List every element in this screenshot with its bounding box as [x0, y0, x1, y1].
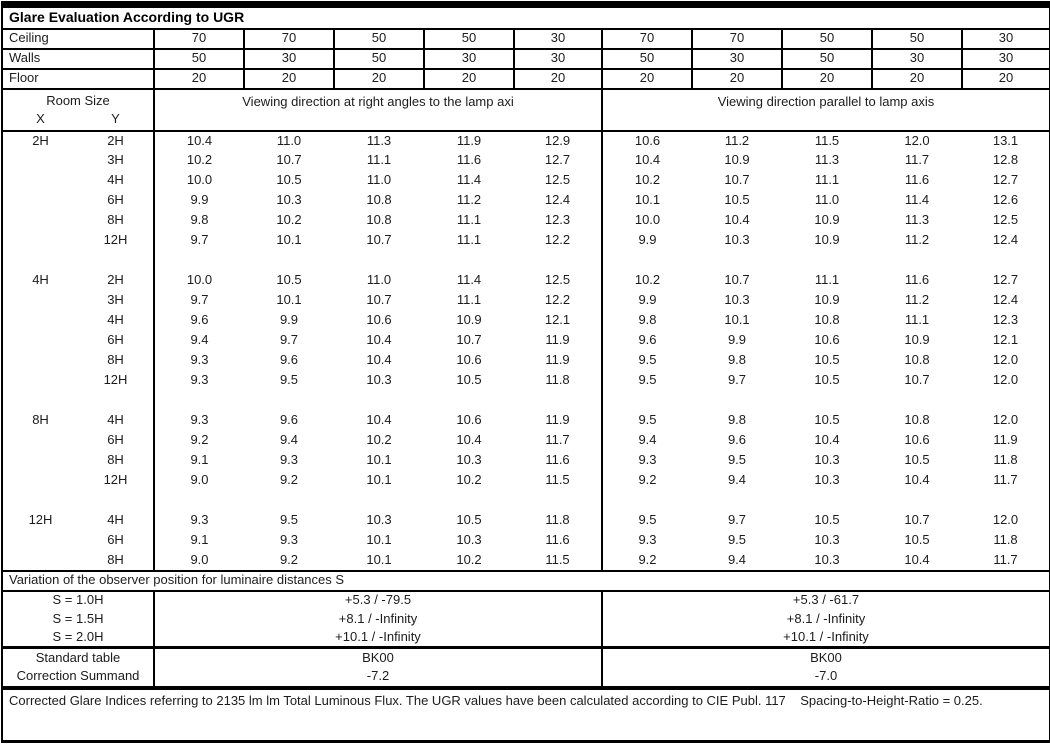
- ugr-value: 11.1: [366, 152, 392, 168]
- ugr-value: 11.4: [456, 172, 482, 188]
- ugr-value: 9.9: [190, 192, 209, 208]
- ugr-value: 10.5: [814, 412, 840, 428]
- ugr-value: 10.3: [456, 532, 482, 548]
- summary-label: Standard table: [2, 648, 154, 668]
- ugr-value: 10.6: [904, 432, 930, 448]
- ugr-value: 10.4: [366, 352, 392, 368]
- room-y-value: 8H: [78, 351, 154, 371]
- reflectance-value: 30: [514, 49, 602, 69]
- ugr-value: 12.8: [992, 152, 1019, 168]
- room-y-value: 6H: [78, 191, 154, 211]
- ugr-value: 11.6: [904, 272, 930, 288]
- ugr-value: 9.9: [279, 312, 299, 328]
- room-y-value: 4H: [78, 411, 154, 431]
- ugr-value: 10.1: [366, 472, 392, 488]
- ugr-value: 10.2: [456, 472, 482, 488]
- ugr-value: 9.0: [190, 551, 209, 567]
- ugr-value: 9.4: [727, 551, 747, 567]
- ugr-value: 10.8: [904, 412, 930, 428]
- room-y-value: 3H: [78, 151, 154, 171]
- ugr-value: 10.4: [724, 212, 750, 228]
- ugr-value: 12.9: [514, 131, 602, 151]
- ugr-value: 11.1: [814, 172, 840, 188]
- room-y-value: 4H: [78, 311, 154, 331]
- ugr-value: 10.2: [634, 172, 661, 188]
- ugr-table: [1, 1, 1050, 743]
- ugr-value: 12.1: [514, 311, 602, 331]
- ugr-value: 11.6: [514, 451, 602, 471]
- ugr-value: 12.7: [992, 172, 1019, 188]
- ugr-value: 11.0: [276, 132, 302, 148]
- ugr-value: 10.5: [456, 512, 482, 528]
- footer-note: Corrected Glare Indices referring to 2135 lm lm Total Luminous Flux. The UGR values have been calculated according to CIE Publ. 117 Spacing-to-Height-Ratio = 0.25.: [2, 688, 1050, 742]
- summary-right-value: -7.0: [814, 668, 838, 684]
- ugr-value: 9.8: [727, 412, 747, 428]
- room-y-value: 12H: [78, 371, 154, 391]
- spacer-cell: [154, 391, 602, 411]
- ugr-value: 9.4: [279, 432, 299, 448]
- reflectance-value: 20: [602, 69, 692, 89]
- ugr-value: 9.8: [638, 312, 657, 328]
- spacer-cell: [154, 251, 602, 271]
- ugr-value: 10.7: [904, 512, 930, 528]
- ugr-value: 11.9: [993, 432, 1018, 448]
- room-size-header: [2, 89, 154, 131]
- room-x-value: [2, 291, 78, 311]
- ugr-value: 9.8: [190, 212, 209, 228]
- ugr-value: 12.3: [992, 312, 1019, 328]
- reflectance-value: 20: [962, 69, 1050, 89]
- reflectance-value: 20: [334, 69, 424, 89]
- room-x-value: [2, 231, 78, 251]
- reflectance-value: 20: [872, 69, 962, 89]
- ugr-value: 10.3: [366, 512, 392, 528]
- ugr-value: 11.5: [514, 551, 602, 571]
- ugr-value: 10.5: [456, 372, 482, 388]
- ugr-value: 9.7: [190, 292, 209, 308]
- ugr-value: 10.4: [186, 132, 213, 148]
- reflectance-value: 20: [424, 69, 514, 89]
- ugr-value: 11.1: [456, 232, 482, 248]
- ugr-value: 9.5: [638, 512, 657, 528]
- ugr-value: 9.3: [638, 532, 657, 548]
- ugr-value: 10.5: [814, 512, 840, 528]
- ugr-value: 11.0: [814, 192, 840, 208]
- ugr-value: 10.3: [456, 452, 482, 468]
- ugr-value: 9.3: [279, 532, 299, 548]
- room-y-value: 8H: [78, 451, 154, 471]
- reflectance-value: 50: [424, 29, 514, 49]
- ugr-value: 9.2: [279, 472, 299, 488]
- ugr-value: 10.5: [276, 272, 302, 288]
- ugr-value: 10.5: [814, 372, 840, 388]
- ugr-value: 12.0: [904, 132, 930, 148]
- ugr-value: 11.3: [904, 212, 930, 228]
- ugr-value: 12.2: [514, 291, 602, 311]
- ugr-value: 11.4: [904, 192, 930, 208]
- ugr-value: 11.8: [993, 452, 1018, 468]
- variation-right-value: +8.1 / -Infinity: [786, 610, 866, 626]
- ugr-value: 9.7: [279, 332, 299, 348]
- room-x-value: [2, 211, 78, 231]
- room-y-value: 6H: [78, 531, 154, 551]
- ugr-value: 9.2: [638, 551, 657, 567]
- variation-heading: Variation of the observer position for luminaire distances S: [2, 571, 1050, 591]
- reflectance-value: 20: [692, 69, 782, 89]
- reflectance-value: 50: [782, 49, 872, 69]
- ugr-value: 10.3: [276, 192, 302, 208]
- ugr-value: 10.5: [276, 172, 302, 188]
- reflectance-value: 50: [154, 49, 244, 69]
- reflectance-value: 50: [872, 29, 962, 49]
- ugr-value: 10.9: [814, 212, 840, 228]
- ugr-value: 11.1: [904, 312, 930, 328]
- ugr-value: 9.5: [727, 452, 747, 468]
- room-y-value: 2H: [78, 271, 154, 291]
- ugr-value: 10.7: [456, 332, 482, 348]
- variation-left-value: +5.3 / -79.5: [154, 591, 602, 610]
- ugr-value: 10.2: [366, 432, 392, 448]
- ugr-value: 10.0: [186, 172, 213, 188]
- ugr-value: 11.9: [514, 331, 602, 351]
- ugr-value: 10.2: [634, 272, 661, 288]
- room-y-value: 4H: [78, 511, 154, 531]
- ugr-value: 10.5: [814, 352, 840, 368]
- ugr-value: 11.1: [814, 272, 840, 288]
- ugr-value: 9.3: [190, 372, 209, 388]
- ugr-value: 12.0: [992, 352, 1019, 368]
- ugr-value: 10.9: [456, 312, 482, 328]
- ugr-value: 9.2: [190, 432, 209, 448]
- room-x-value: 4H: [32, 272, 49, 288]
- ugr-value: 9.7: [727, 372, 747, 388]
- ugr-value: 12.5: [514, 171, 602, 191]
- spacer-cell: [2, 491, 154, 511]
- ugr-value: 9.4: [638, 432, 657, 448]
- reflectance-value: 20: [154, 69, 244, 89]
- ugr-value: 11.5: [514, 471, 602, 491]
- sheet-title: Glare Evaluation According to UGR: [2, 5, 1050, 29]
- summary-label: Correction Summand: [2, 668, 154, 688]
- reflectance-value: 50: [334, 29, 424, 49]
- room-y-value: 6H: [78, 431, 154, 451]
- ugr-value: 10.4: [904, 551, 930, 567]
- room-x-value: 2H: [32, 132, 49, 148]
- reflectance-value: 70: [602, 29, 692, 49]
- ugr-value: 10.3: [814, 532, 840, 548]
- ugr-value: 11.9: [514, 411, 602, 431]
- ugr-value: 11.7: [993, 472, 1018, 488]
- ugr-value: 9.4: [190, 332, 209, 348]
- ugr-value: 11.1: [456, 292, 482, 308]
- ugr-value: 10.4: [366, 412, 392, 428]
- ugr-value: 10.1: [276, 232, 302, 248]
- reflectance-value: 50: [602, 49, 692, 69]
- ugr-value: 9.6: [279, 352, 299, 368]
- reflectance-value: 30: [962, 49, 1050, 69]
- ugr-value: 9.1: [190, 532, 209, 548]
- ugr-value: 10.1: [634, 192, 661, 208]
- ugr-value: 11.8: [514, 371, 602, 391]
- ugr-value: 10.3: [724, 292, 750, 308]
- ugr-value: 13.1: [992, 132, 1019, 148]
- ugr-value: 9.6: [190, 312, 209, 328]
- ugr-value: 9.5: [638, 412, 657, 428]
- reflectance-value: 50: [782, 29, 872, 49]
- summary-left-value: -7.2: [154, 668, 602, 688]
- reflectance-value: 20: [514, 69, 602, 89]
- room-y-value: 6H: [78, 331, 154, 351]
- ugr-value: 11.0: [366, 272, 392, 288]
- ugr-value: 10.7: [366, 232, 392, 248]
- room-x-value: 12H: [28, 512, 53, 528]
- summary-left-value: BK00: [154, 648, 602, 668]
- ugr-value: 9.9: [638, 292, 657, 308]
- room-x-value: [2, 471, 78, 491]
- viewing-direction-left-heading: Viewing direction at right angles to the lamp axi: [154, 89, 602, 131]
- ugr-value: 9.3: [190, 352, 209, 368]
- room-x-value: [2, 531, 78, 551]
- spacer-cell: [602, 491, 1050, 511]
- viewing-direction-right-heading: Viewing direction parallel to lamp axis: [602, 89, 1050, 131]
- ugr-value: 10.0: [186, 272, 213, 288]
- ugr-value: 12.5: [992, 212, 1019, 228]
- ugr-value: 11.6: [904, 172, 930, 188]
- ugr-value: 10.9: [724, 152, 750, 168]
- summary-right-value: BK00: [602, 648, 1050, 668]
- ugr-value: 11.2: [724, 132, 750, 148]
- ugr-value: 12.1: [992, 332, 1019, 348]
- ugr-value: 10.1: [366, 532, 392, 548]
- ugr-value: 11.4: [456, 272, 482, 288]
- ugr-value: 9.6: [638, 332, 657, 348]
- ugr-value: 12.6: [992, 192, 1019, 208]
- reflectance-value: 70: [154, 29, 244, 49]
- ugr-value: 10.6: [814, 332, 840, 348]
- ugr-value: 10.7: [724, 172, 750, 188]
- ugr-value: 11.2: [904, 232, 930, 248]
- spacer-cell: [154, 491, 602, 511]
- spacer-cell: [2, 391, 154, 411]
- s-distance-label: S = 2.0H: [2, 629, 154, 648]
- ugr-value: 9.7: [190, 232, 209, 248]
- ugr-value: 9.9: [727, 332, 747, 348]
- room-y-value: 4H: [78, 171, 154, 191]
- ugr-value: 10.3: [724, 232, 750, 248]
- ugr-value: 10.5: [904, 532, 930, 548]
- ugr-value: 10.1: [366, 551, 392, 567]
- ugr-value: 12.0: [992, 512, 1019, 528]
- room-x-value: [2, 351, 78, 371]
- ugr-value: 12.3: [514, 211, 602, 231]
- ugr-value: 10.6: [456, 352, 482, 368]
- reflectance-value: 30: [514, 29, 602, 49]
- ugr-value: 9.1: [190, 452, 209, 468]
- ugr-value: 11.6: [456, 152, 482, 168]
- ugr-value: 10.2: [276, 212, 302, 228]
- room-y-value: 8H: [78, 551, 154, 571]
- ugr-value: 10.8: [904, 352, 930, 368]
- ugr-value: 10.4: [634, 152, 661, 168]
- ugr-value: 10.6: [366, 312, 392, 328]
- ugr-value: 10.7: [366, 292, 392, 308]
- ugr-value: 10.4: [456, 432, 482, 448]
- room-x-value: [2, 431, 78, 451]
- ugr-value: 11.5: [814, 132, 840, 148]
- ugr-value: 12.4: [992, 292, 1019, 308]
- ugr-value: 11.8: [993, 532, 1018, 548]
- room-x-value: [2, 191, 78, 211]
- spacer-cell: [602, 251, 1050, 271]
- ugr-value: 9.6: [727, 432, 747, 448]
- ugr-value: 11.7: [904, 152, 930, 168]
- room-x-value: [2, 331, 78, 351]
- ugr-value: 12.0: [992, 372, 1019, 388]
- ugr-value: 9.6: [279, 412, 299, 428]
- reflectance-value: 30: [244, 49, 334, 69]
- ugr-value: 11.2: [456, 192, 482, 208]
- spacer-cell: [2, 251, 154, 271]
- xy-axis-labels: [3, 109, 153, 127]
- ugr-value: 9.7: [727, 512, 747, 528]
- ugr-value: 10.5: [724, 192, 750, 208]
- ugr-value: 9.4: [727, 472, 747, 488]
- ugr-value: 10.2: [456, 551, 482, 567]
- ugr-value: 9.9: [638, 232, 657, 248]
- ugr-value: 12.7: [514, 151, 602, 171]
- ugr-value: 10.1: [724, 312, 750, 328]
- ugr-value: 9.2: [638, 472, 657, 488]
- x-axis-label: X: [36, 110, 45, 126]
- room-y-value: 12H: [78, 471, 154, 491]
- ugr-value: 12.0: [992, 412, 1019, 428]
- ugr-value: 10.7: [904, 372, 930, 388]
- reflectance-value: 30: [692, 49, 782, 69]
- ugr-value: 10.8: [366, 212, 392, 228]
- ugr-value: 10.3: [814, 551, 840, 567]
- ugr-value: 11.9: [514, 351, 602, 371]
- ugr-value: 9.5: [279, 372, 299, 388]
- ugr-value: 9.5: [638, 372, 657, 388]
- reflectance-value: 70: [692, 29, 782, 49]
- ugr-value: 11.1: [456, 212, 482, 228]
- ugr-value: 11.0: [366, 172, 392, 188]
- ugr-value: 9.5: [279, 512, 299, 528]
- ugr-value: 11.2: [904, 292, 930, 308]
- ugr-value: 9.3: [190, 412, 209, 428]
- room-x-value: [2, 451, 78, 471]
- ugr-value: 11.7: [514, 431, 602, 451]
- room-y-value: 8H: [78, 211, 154, 231]
- ugr-value: 10.2: [186, 152, 213, 168]
- ugr-value: 10.8: [814, 312, 840, 328]
- ugr-value: 10.9: [904, 332, 930, 348]
- ugr-value: 9.5: [638, 352, 657, 368]
- ugr-value: 10.8: [366, 192, 392, 208]
- reflectance-value: 20: [244, 69, 334, 89]
- ugr-value: 10.4: [814, 432, 840, 448]
- ugr-value: 12.7: [992, 272, 1019, 288]
- ugr-value: 11.7: [993, 551, 1018, 567]
- variation-right-value: +5.3 / -61.7: [792, 592, 860, 608]
- room-y-value: 3H: [78, 291, 154, 311]
- s-distance-label: S = 1.5H: [2, 610, 154, 629]
- reflectance-value: 30: [872, 49, 962, 69]
- room-x-value: [2, 311, 78, 331]
- ugr-value: 10.3: [814, 452, 840, 468]
- ugr-value: 10.9: [814, 232, 840, 248]
- ugr-value: 11.6: [514, 531, 602, 551]
- ugr-value: 9.3: [190, 512, 209, 528]
- room-size-label: Room Size: [46, 92, 110, 108]
- ugr-value: 9.3: [279, 452, 299, 468]
- ugr-value: 11.3: [366, 132, 392, 148]
- surface-label: Ceiling: [2, 29, 154, 49]
- ugr-value: 9.8: [727, 352, 747, 368]
- ugr-value: 10.7: [724, 272, 750, 288]
- variation-left-value: +8.1 / -Infinity: [154, 610, 602, 629]
- room-y-value: 2H: [78, 131, 154, 151]
- ugr-value: 10.7: [276, 152, 302, 168]
- reflectance-value: 50: [334, 49, 424, 69]
- ugr-value: 10.3: [366, 372, 392, 388]
- ugr-value: 10.5: [904, 452, 930, 468]
- spacer-cell: [602, 391, 1050, 411]
- room-x-value: [2, 551, 78, 571]
- y-axis-label: Y: [111, 110, 120, 126]
- ugr-value: 9.0: [190, 472, 209, 488]
- ugr-value: 10.0: [634, 212, 661, 228]
- reflectance-value: 30: [424, 49, 514, 69]
- s-distance-label: S = 1.0H: [2, 591, 154, 610]
- variation-right-value: +10.1 / -Infinity: [783, 629, 869, 645]
- room-x-value: [2, 151, 78, 171]
- ugr-value: 10.6: [456, 412, 482, 428]
- reflectance-value: 70: [244, 29, 334, 49]
- room-x-value: 8H: [32, 412, 49, 428]
- ugr-value: 10.9: [814, 292, 840, 308]
- ugr-value: 12.2: [514, 231, 602, 251]
- ugr-value: 12.4: [992, 232, 1019, 248]
- ugr-value: 10.3: [814, 472, 840, 488]
- ugr-value: 12.4: [514, 191, 602, 211]
- ugr-value: 10.1: [276, 292, 302, 308]
- surface-label: Floor: [2, 69, 154, 89]
- room-x-value: [2, 371, 78, 391]
- room-x-value: [2, 171, 78, 191]
- ugr-value: 10.6: [634, 132, 661, 148]
- reflectance-value: 20: [782, 69, 872, 89]
- variation-left-value: +10.1 / -Infinity: [154, 629, 602, 648]
- ugr-value: 10.4: [904, 472, 930, 488]
- ugr-value: 11.9: [456, 132, 482, 148]
- ugr-value: 12.5: [514, 271, 602, 291]
- surface-label: Walls: [2, 49, 154, 69]
- ugr-value: 10.4: [366, 332, 392, 348]
- ugr-value: 11.3: [814, 152, 840, 168]
- ugr-value: 11.8: [514, 511, 602, 531]
- reflectance-value: 30: [962, 29, 1050, 49]
- room-y-value: 12H: [78, 231, 154, 251]
- ugr-value: 9.5: [727, 532, 747, 548]
- ugr-value: 9.3: [638, 452, 657, 468]
- ugr-value: 10.1: [366, 452, 392, 468]
- ugr-value: 9.2: [279, 551, 299, 567]
